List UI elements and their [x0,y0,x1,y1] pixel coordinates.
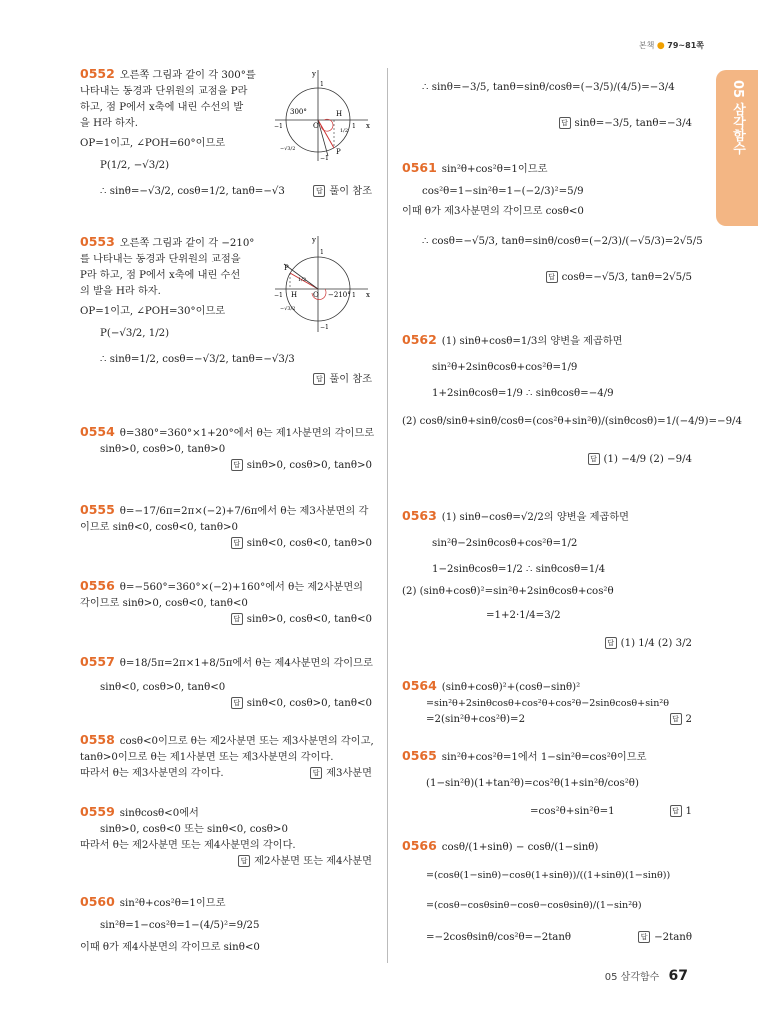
angle-label: −210° [328,291,351,299]
page-footer [605,968,688,984]
problem-0563 [402,508,692,652]
problem-number: 0552 [80,66,115,81]
problem-0554 [80,424,375,474]
answer-icon: 답 [638,931,650,943]
answer [402,270,692,286]
answer-icon: 답 [231,459,243,471]
answer [80,696,372,712]
answer-icon: 답 [313,373,325,385]
text-line: θ=18/5π=2π×1+8/5π에서 θ는 제4사분면의 각이므로 [119,658,373,669]
math-line: =1+2·1/4=3/2 [486,610,561,621]
text-line: 따라서 θ는 제2사분면 또는 제4사분면의 각이다. [80,840,296,851]
math-line: =2(sin²θ+cos²θ)=2 [426,714,526,725]
problem-0557 [80,654,372,712]
math-line: sin²θ=1−cos²θ=1−(4/5)²=9/25 [100,920,260,931]
answer-icon: 답 [231,613,243,625]
half-label: 1/2 [298,277,307,283]
tick-neg1-bottom: −1 [320,324,329,331]
problem-0556 [80,578,372,628]
problem-number: 0564 [402,678,437,693]
p-label: P [284,264,289,272]
text-line: 각이므로 sinθ>0, cosθ<0, tanθ<0 [80,598,248,609]
problem-number: 0555 [80,502,115,517]
text-line: tanθ>0이므로 θ는 제1사분면 또는 제3사분면의 각이다. [80,752,334,763]
math-line: sinθ>0, cosθ>0, tanθ>0 [100,444,226,455]
text-line: 를 나타내는 동경과 단위원의 교점을 [80,254,241,265]
math-line: 1−2sinθcosθ=1/2 ∴ sinθcosθ=1/4 [432,564,606,575]
text-line: 의 발을 H라 하자. [80,286,161,297]
text-line: 오른쪽 그림과 같이 각 −210° [119,238,255,249]
problem-0560-continued [402,80,692,132]
math-line: =sin²θ+2sinθcosθ+cos²θ+cos²θ−2sinθcosθ+sin²θ [426,698,670,709]
math-line: ∴ sinθ=1/2, cosθ=−√3/2, tanθ=−√3/3 [100,354,295,365]
answer-text: 제3사분면 [326,768,372,779]
half-label: 1/2 [340,128,349,134]
problem-number: 0553 [80,234,115,249]
angle-label: 300° [290,108,307,116]
answer-icon: 답 [670,805,682,817]
answer-icon: 답 [231,537,243,549]
y-axis-label: y [312,236,316,244]
text-line: θ=380°=360°×1+20°에서 θ는 제1사분면의 각이므로 [119,428,375,439]
answer [638,930,692,946]
answer [80,536,372,552]
answer [80,854,372,870]
tick-neg1-bottom: −1 [320,155,329,162]
page-number: 67 [668,968,688,984]
answer-icon: 답 [238,855,250,867]
footer-chapter: 05 삼각함수 [604,972,660,983]
answer [402,452,692,468]
chapter-tab [716,70,758,226]
answer-icon: 답 [231,697,243,709]
header-pages: 79~81쪽 [667,41,704,50]
text-line: θ=−17/6π=2π×(−2)+7/6π에서 θ는 제3사분면의 각 [119,506,369,517]
text-line: sinθcosθ<0에서 [119,808,199,819]
math-line: sinθ>0, cosθ<0 또는 sinθ<0, cosθ>0 [100,824,288,835]
unit-circle-diagram-300 [270,68,370,163]
p-label: P [336,148,341,156]
problem-number: 0558 [80,732,115,747]
tick-neg1-left: −1 [274,123,283,130]
math-line: (1−sin²θ)(1+tan²θ)=cos²θ(1+sin²θ/cos²θ) [426,778,639,789]
problem-number: 0565 [402,748,437,763]
problem-0561 [402,160,703,286]
h-label: H [291,291,298,299]
text-line: OP=1이고, ∠POH=30°이므로 [80,306,226,317]
answer-text: (1) 1/4 (2) 3/2 [620,638,692,649]
header-book: 본책 [638,41,655,50]
problem-0558 [80,732,372,782]
problem-number: 0559 [80,804,115,819]
answer [80,458,372,474]
answer-icon: 답 [588,453,600,465]
text-line: 이므로 sinθ<0, cosθ<0, tanθ>0 [80,522,239,533]
problem-0562 [402,332,742,468]
answer-text: sinθ<0, cosθ<0, tanθ>0 [246,538,372,549]
sqrt-label: −√3/2 [280,146,296,152]
problem-number: 0561 [402,160,437,175]
math-line: sin²θ+2sinθcosθ+cos²θ=1/9 [432,362,578,373]
y-axis-label: y [312,70,316,78]
tick-neg1-left: −1 [274,292,283,299]
math-line: =(cosθ(1−sinθ)−cosθ(1+sinθ))/((1+sinθ)(1−sinθ)) [426,870,671,881]
math-line: =−2cosθsinθ/cos²θ=−2tanθ [426,932,572,943]
tick-1-right: 1 [352,292,356,299]
answer-text: sinθ=−3/5, tanθ=−3/4 [574,118,692,129]
math-line: sinθ<0, cosθ>0, tanθ<0 [100,682,226,693]
origin-label: O [313,291,319,299]
answer-text: 1 [685,806,692,817]
answer [80,612,372,628]
answer [80,372,372,388]
math-line: P(−√3/2, 1/2) [100,328,170,339]
math-line: (2) cosθ/sinθ+sinθ/cosθ=(cos²θ+sin²θ)/(sinθcosθ)=1/(−4/9)=−9/4 [402,416,742,427]
bullet-icon: ● [656,41,665,51]
column-divider [387,68,388,963]
problem-0555 [80,502,372,552]
math-line: =(cosθ−cosθsinθ−cosθ−cosθsinθ)/(1−sin²θ) [426,900,642,911]
answer-text: 제2사분면 또는 제4사분면 [254,856,372,867]
answer-text: cosθ=−√5/3, tanθ=2√5/5 [561,272,692,283]
answer-text: sinθ>0, cosθ>0, tanθ>0 [246,460,372,471]
problem-0565 [402,748,692,820]
answer [670,712,692,728]
text-line: OP=1이고, ∠POH=60°이므로 [80,138,226,149]
text-line: (1) sinθ−cosθ=√2/2의 양변을 제곱하면 [441,512,630,523]
answer-icon: 답 [605,637,617,649]
problem-0560 [80,894,372,956]
problem-0564 [402,678,692,728]
tick-1-top: 1 [320,249,324,256]
math-line: ∴ sinθ=−√3/2, cosθ=1/2, tanθ=−√3 [100,186,285,197]
answer-icon: 답 [546,271,558,283]
answer-text: sinθ<0, cosθ>0, tanθ<0 [246,698,372,709]
text-line: sin²θ+cos²θ=1이므로 [119,898,226,909]
answer [310,766,372,782]
text-line: cosθ<0이므로 θ는 제2사분면 또는 제3사분면의 각이고, [119,736,374,747]
text-line: P라 하고, 점 P에서 x축에 내린 수선 [80,270,241,281]
answer-text: −2tanθ [654,932,692,943]
problem-number: 0554 [80,424,115,439]
answer-text: (1) −4/9 (2) −9/4 [603,454,692,465]
text-line: 하고, 점 P에서 x축에 내린 수선의 발 [80,102,244,113]
text-line: 나타내는 동경과 단위원의 교점을 P라 [80,86,248,97]
problem-number: 0557 [80,654,115,669]
h-label: H [336,110,343,118]
text-line: (1) sinθ+cosθ=1/3의 양변을 제곱하면 [441,336,623,347]
text-line: 따라서 θ는 제3사분면의 각이다. [80,768,224,779]
problem-number: 0566 [402,838,437,853]
text-line: 이때 θ가 제4사분면의 각이므로 sinθ<0 [80,942,260,953]
answer [402,636,692,652]
text-line: sin²θ+cos²θ=1이므로 [441,164,548,175]
problem-0559 [80,804,372,870]
tick-1-right: 1 [352,123,356,130]
math-line: cosθ/(1+sinθ) − cosθ/(1−sinθ) [441,842,599,853]
answer-icon: 답 [559,117,571,129]
answer-text: 2 [685,714,692,725]
text-line: (sinθ+cosθ)²+(cosθ−sinθ)² [441,682,581,693]
answer-text: 풀이 참조 [329,186,372,197]
origin-label: O [313,122,319,130]
problem-number: 0556 [80,578,115,593]
math-line: 1+2sinθcosθ=1/9 ∴ sinθcosθ=−4/9 [432,388,614,399]
answer-text: sinθ>0, cosθ<0, tanθ<0 [246,614,372,625]
math-line: ∴ cosθ=−√5/3, tanθ=sinθ/cosθ=(−2/3)/(−√5/3)=2√5/5 [422,236,703,247]
unit-circle-diagram-210 [270,234,370,334]
page-header [639,40,704,51]
text-line: sin²θ+cos²θ=1에서 1−sin²θ=cos²θ이므로 [441,752,647,763]
text-line: 을 H라 하자. [80,118,138,129]
x-axis-label: x [366,122,370,130]
x-axis-label: x [366,291,370,299]
text-line: θ=−560°=360°×(−2)+160°에서 θ는 제2사분면의 [119,582,364,593]
answer-icon: 답 [310,767,322,779]
text-line: 오른쪽 그림과 같이 각 300°를 [119,70,256,81]
math-line: (2) (sinθ+cosθ)²=sin²θ+2sinθcosθ+cos²θ [402,586,614,597]
problem-0566 [402,838,692,946]
answer-text: 풀이 참조 [329,374,372,385]
answer-icon: 답 [670,713,682,725]
math-line: P(1/2, −√3/2) [100,160,170,171]
tick-1-top: 1 [320,81,324,88]
text-line: 이때 θ가 제3사분면의 각이므로 cosθ<0 [402,206,584,217]
sqrt-label: −√3/2 [280,306,296,312]
answer [402,116,692,132]
chapter-tab-label: 05 삼각함수 [730,80,745,155]
math-line: ∴ sinθ=−3/5, tanθ=sinθ/cosθ=(−3/5)/(4/5)=−3/4 [422,82,675,93]
problem-number: 0563 [402,508,437,523]
problem-number: 0562 [402,332,437,347]
answer-icon: 답 [313,185,325,197]
math-line: =cos²θ+sin²θ=1 [530,806,615,817]
math-line: cos²θ=1−sin²θ=1−(−2/3)²=5/9 [422,186,584,197]
problem-number: 0560 [80,894,115,909]
math-line: sin²θ−2sinθcosθ+cos²θ=1/2 [432,538,578,549]
answer [670,804,692,820]
